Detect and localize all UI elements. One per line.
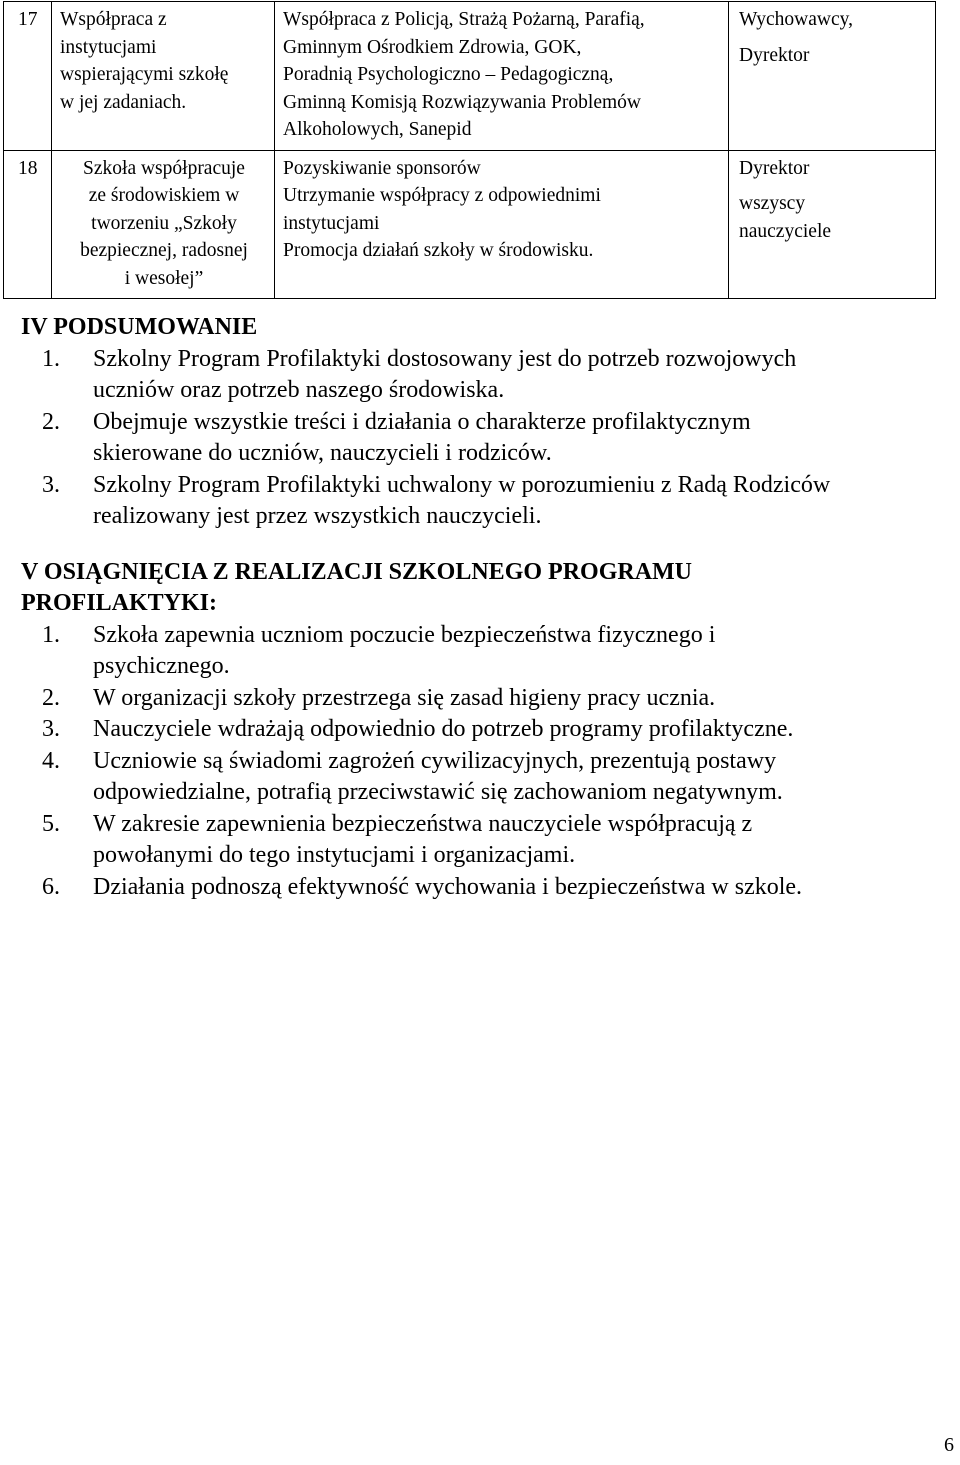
responsible-cell [729,150,936,299]
task-line: tworzeniu „Szkoły [91,212,237,234]
summary-heading: IV PODSUMOWANIE [21,314,258,340]
page-number: 6 [944,1434,954,1456]
forms-line: instytucjami [283,212,380,234]
task-line: ze środowiskiem w [88,185,240,206]
list-item [21,872,941,904]
task-line: i wesołej” [124,267,204,289]
item-text: Działania podnoszą efektywność wychowania i bezpieczeństwa w szkole. [93,873,803,900]
forms-line: Utrzymanie współpracy z odpowiednimi [283,185,601,206]
item-text: odpowiedzialne, potrafią przeciwstawić się zachowaniom negatywnym. [93,779,783,805]
table-row [4,2,936,151]
forms-line: Pozyskiwanie sponsorów [283,157,481,179]
item-number: 4. [42,747,60,774]
achievements-heading [21,557,941,620]
item-text: Szkolny Program Profilaktyki uchwalony w porozumieniu z Radą Rodziców [93,471,831,498]
forms-cell [275,150,729,299]
item-text: powołanymi do tego instytucjami i organizacjami. [93,842,576,868]
task-line: bezpiecznej, radosnej [80,240,248,261]
item-text: W organizacji szkoły przestrzega się zasad higieny pracy ucznia. [93,684,716,711]
list-item [21,470,941,533]
forms-line: Gminną Komisją Rozwiązywania Problemów [283,91,641,113]
task-line: instytucjami [60,36,157,58]
task-line: Współpraca z [60,9,167,30]
item-text: Szkoła zapewnia uczniom poczucie bezpieczeństwa fizycznego i [93,621,716,648]
item-number: 5. [42,810,60,837]
row-number: 17 [4,2,52,151]
forms-line: Alkoholowych, Sanepid [283,119,472,140]
forms-line: Poradnią Psychologiczno – Pedagogiczną, [283,64,614,85]
responsible-cell [729,2,936,151]
summary-list [21,344,941,533]
row-number: 18 [4,150,52,299]
item-text: Szkolny Program Profilaktyki dostosowany jest do potrzeb rozwojowych [93,345,797,372]
forms-line: Gminnym Ośrodkiem Zdrowia, GOK, [283,36,582,58]
responsible-line: wszyscy [739,193,806,214]
responsible-line: Dyrektor [739,44,810,66]
forms-line: Promocja działań szkoły w środowisku. [283,240,594,261]
list-item [21,714,941,746]
item-text: Uczniowie są świadomi zagrożeń cywilizacyjnych, prezentują postawy [93,747,777,774]
forms-line: Współpraca z Policją, Strażą Pożarną, Parafią, [283,9,645,30]
item-number: 2. [42,684,60,711]
list-item [21,407,941,470]
forms-cell [275,2,729,151]
item-number: 3. [42,716,60,742]
task-line: Szkoła współpracuje [83,157,245,179]
item-text: W zakresie zapewnienia bezpieczeństwa nauczyciele współpracują z [93,810,753,837]
item-number: 2. [42,408,60,435]
task-line: wspierającymi szkołę [60,64,229,85]
item-text: realizowany jest przez wszystkich nauczycieli. [93,503,542,529]
list-item [21,683,941,715]
achievements-heading-line: PROFILAKTYKI: [21,590,218,616]
item-text: Obejmuje wszystkie treści i działania o charakterze profilaktycznym [93,408,751,435]
item-number: 6. [42,873,60,900]
list-item [21,620,941,683]
task-line: w jej zadaniach. [60,91,187,113]
table-row [4,150,936,299]
responsible-line: nauczyciele [739,220,832,242]
item-number: 1. [42,345,60,372]
achievements-list [21,620,941,904]
program-table [3,1,936,299]
list-item [21,746,941,809]
item-number: 1. [42,621,60,648]
item-text: uczniów oraz potrzeb naszego środowiska. [93,377,505,403]
task-cell [52,150,275,299]
item-text: Nauczyciele wdrażają odpowiednio do potrzeb programy profilaktyczne. [93,716,794,742]
item-text: psychicznego. [93,653,230,679]
responsible-line: Wychowawcy, [739,9,853,30]
item-text: skierowane do uczniów, nauczycieli i rodziców. [93,440,552,466]
document-body [21,312,941,903]
achievements-heading-line: V OSIĄGNIĘCIA Z REALIZACJI SZKOLNEGO PROGRAMU [21,558,693,585]
list-item [21,809,941,872]
responsible-line: Dyrektor [739,157,810,179]
task-cell [52,2,275,151]
list-item [21,344,941,407]
item-number: 3. [42,471,60,498]
